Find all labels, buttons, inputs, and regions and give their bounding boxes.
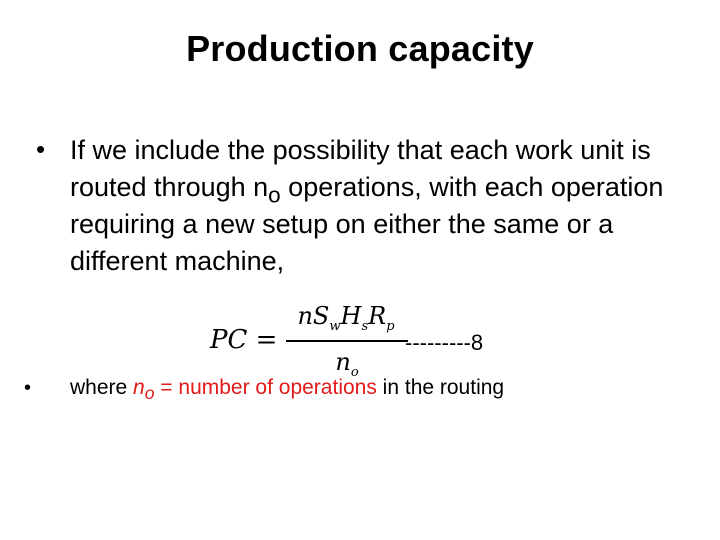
bullet2-prefix: where: [70, 376, 134, 399]
bullet-text-2: [70, 373, 680, 403]
fraction-bar: [286, 340, 408, 342]
formula-numerator: [286, 302, 406, 334]
bullet-text-1: [70, 132, 680, 280]
capacity-formula: [210, 296, 540, 380]
formula-num-r: R: [368, 302, 387, 330]
equation-number: ---------8: [405, 330, 484, 355]
bullet2-suffix: in the routing: [376, 376, 505, 399]
formula-num-ns: nS: [297, 302, 330, 330]
formula-num-h: H: [340, 302, 362, 330]
formula-num-sub-s: s: [361, 318, 369, 334]
formula-lhs: PC =: [210, 325, 278, 355]
formula-denominator: [286, 348, 408, 380]
formula-den-sub-o: o: [350, 364, 359, 380]
bullet-text-before: If we include the possibility that each work unit is routed through n: [70, 135, 651, 202]
formula-num-sub-w: w: [329, 318, 341, 334]
bullet2-var: n: [133, 376, 145, 399]
bullet-subscript: o: [268, 182, 281, 208]
bullet-marker-2: •: [24, 377, 32, 399]
formula-num-sub-p: p: [386, 318, 395, 334]
bullet-marker: •: [36, 134, 46, 164]
bullet-text-after: operations, with each operation requiring a new setup on either the same or a different machine,: [70, 172, 664, 276]
slide-title: Production capacity: [186, 28, 534, 69]
bullet2-var-sub: o: [144, 383, 155, 404]
bullet2-definition: = number of operations: [154, 376, 377, 399]
formula-den-n: n: [335, 348, 351, 376]
